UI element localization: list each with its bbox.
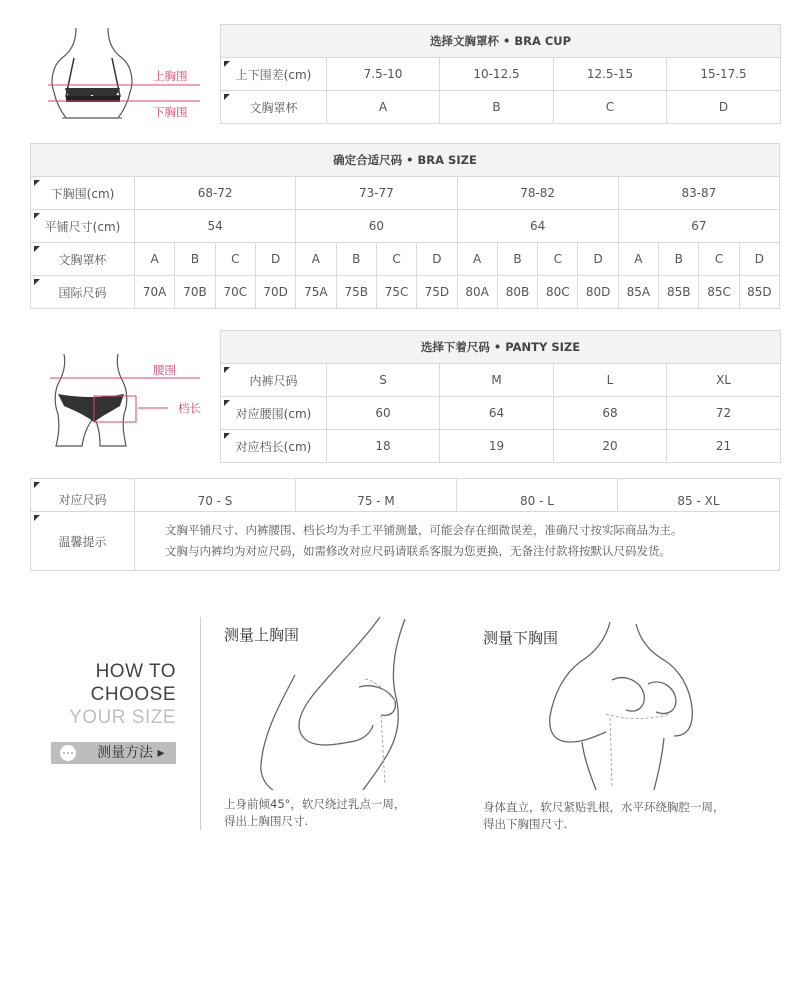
tape-measure-icon <box>60 745 76 761</box>
match-table <box>30 478 780 571</box>
panty-table-title: 选择下着尺码 • PANTY SIZE <box>221 331 781 364</box>
table-row <box>221 430 781 463</box>
cell: A <box>327 91 440 124</box>
cell: 80D <box>578 276 618 309</box>
cell: 70D <box>255 276 295 309</box>
cell: 70 - S <box>135 479 296 512</box>
row-label: 国际尺码 <box>31 276 135 309</box>
cell: A <box>135 243 175 276</box>
how-line1: HOW TO <box>95 661 176 682</box>
cell: 85C <box>699 276 739 309</box>
cell: D <box>255 243 295 276</box>
cell: C <box>538 243 578 276</box>
cell: 75 - M <box>296 479 457 512</box>
cell: 80B <box>497 276 537 309</box>
cell: 68 <box>554 397 667 430</box>
cell: A <box>457 243 497 276</box>
row-label: 文胸罩杯 <box>221 91 327 124</box>
row-label: 上下围差(cm) <box>221 58 327 91</box>
table-row <box>31 276 780 309</box>
row-label: 内裤尺码 <box>221 364 327 397</box>
bra-size-table <box>30 143 780 309</box>
under-bust-illustration-icon <box>540 618 710 790</box>
table-row <box>31 177 780 210</box>
cell: C <box>215 243 255 276</box>
upper-bust-illustration-icon <box>255 615 430 790</box>
row-label: 平铺尺寸(cm) <box>31 210 135 243</box>
table-row <box>221 91 781 124</box>
cell: 80 - L <box>457 479 618 512</box>
cell: 85A <box>618 276 658 309</box>
measure-lower-desc <box>483 799 725 833</box>
cup-table <box>220 24 781 124</box>
cell: 70C <box>215 276 255 309</box>
cell: 15-17.5 <box>667 58 781 91</box>
cell: D <box>739 243 779 276</box>
cell: 64 <box>440 397 554 430</box>
row-label: 对应尺码 <box>31 479 135 512</box>
measure-method-button[interactable] <box>51 742 176 764</box>
cell: 75A <box>296 276 336 309</box>
measure-method-label: 测量方法 ▸ <box>97 745 165 761</box>
cell: L <box>554 364 667 397</box>
cell: 72 <box>667 397 781 430</box>
cell: D <box>417 243 457 276</box>
cell: M <box>440 364 554 397</box>
bust-mannequin-icon <box>40 22 220 127</box>
measure-upper-title: 测量上胸围 <box>224 626 300 644</box>
row-label: 对应档长(cm) <box>221 430 327 463</box>
how-to-choose-heading <box>40 660 176 729</box>
cell: XL <box>667 364 781 397</box>
table-row <box>31 479 780 512</box>
measure-upper-desc-line: 上身前倾45°，软尺绕过乳点一周， <box>224 797 406 811</box>
cell: C <box>554 91 667 124</box>
row-label: 下胸围(cm) <box>31 177 135 210</box>
cell: 64 <box>457 210 618 243</box>
table-row <box>221 364 781 397</box>
cell: B <box>175 243 215 276</box>
tip-label: 温馨提示 <box>31 512 135 571</box>
cell: 18 <box>327 430 440 463</box>
panty-table <box>220 330 781 463</box>
tip-line: 文胸平铺尺寸、内裤腰围、档长均为手工平铺测量，可能会存在细微误差，准确尺寸按实际商品为主。 <box>165 523 683 537</box>
cell: A <box>296 243 336 276</box>
cell: 85B <box>659 276 699 309</box>
cell: D <box>667 91 781 124</box>
row-label: 对应腰围(cm) <box>221 397 327 430</box>
cell: B <box>497 243 537 276</box>
table-row <box>221 58 781 91</box>
divider <box>200 617 201 830</box>
cell: 85 - XL <box>618 479 780 512</box>
cell: 80A <box>457 276 497 309</box>
panty-figure <box>40 348 220 453</box>
table-row <box>221 397 781 430</box>
cell: 20 <box>554 430 667 463</box>
cell: 19 <box>440 430 554 463</box>
table-row <box>31 512 780 571</box>
table-row <box>31 210 780 243</box>
upper-bust-label: 上胸围 <box>153 69 188 83</box>
cell: C <box>376 243 416 276</box>
cell: 83-87 <box>618 177 779 210</box>
cell: 54 <box>135 210 296 243</box>
measure-lower-title: 测量下胸围 <box>483 629 559 647</box>
cell: 70A <box>135 276 175 309</box>
cell: C <box>699 243 739 276</box>
bra-table-title: 确定合适尺码 • BRA SIZE <box>31 144 780 177</box>
cell: 70B <box>175 276 215 309</box>
cell: 85D <box>739 276 779 309</box>
bust-figure <box>40 22 220 127</box>
crotch-label: 档长 <box>178 401 201 415</box>
cell: S <box>327 364 440 397</box>
cell: B <box>659 243 699 276</box>
cell: 60 <box>327 397 440 430</box>
measure-upper-desc <box>224 796 405 830</box>
cell: 60 <box>296 210 457 243</box>
tip-line: 文胸与内裤均为对应尺码，如需修改对应尺码请联系客服为您更换，无备注付款将按默认尺码发货。 <box>165 544 671 558</box>
row-label: 文胸罩杯 <box>31 243 135 276</box>
cell: 75D <box>417 276 457 309</box>
cell: A <box>618 243 658 276</box>
cell: B <box>336 243 376 276</box>
cell: 21 <box>667 430 781 463</box>
cup-table-title: 选择文胸罩杯 • BRA CUP <box>221 25 781 58</box>
cell: 67 <box>618 210 779 243</box>
cell: 7.5-10 <box>327 58 440 91</box>
under-bust-label: 下胸围 <box>153 105 188 119</box>
how-line3: YOUR SIZE <box>69 707 176 728</box>
how-line2: CHOOSE <box>90 684 176 705</box>
cell: 12.5-15 <box>554 58 667 91</box>
cell: 75B <box>336 276 376 309</box>
cell: 68-72 <box>135 177 296 210</box>
waist-label: 腰围 <box>153 363 176 377</box>
measure-lower-desc-line: 得出下胸围尺寸. <box>483 817 568 831</box>
cell: 78-82 <box>457 177 618 210</box>
tip-text <box>135 512 780 571</box>
cell: B <box>440 91 554 124</box>
cell: D <box>578 243 618 276</box>
cell: 75C <box>376 276 416 309</box>
cell: 80C <box>538 276 578 309</box>
measure-lower-desc-line: 身体直立，软尺紧贴乳根，水平环绕胸腔一周， <box>483 800 725 814</box>
cell: 10-12.5 <box>440 58 554 91</box>
table-row <box>31 243 780 276</box>
cell: 73-77 <box>296 177 457 210</box>
measure-upper-desc-line: 得出上胸围尺寸. <box>224 814 309 828</box>
